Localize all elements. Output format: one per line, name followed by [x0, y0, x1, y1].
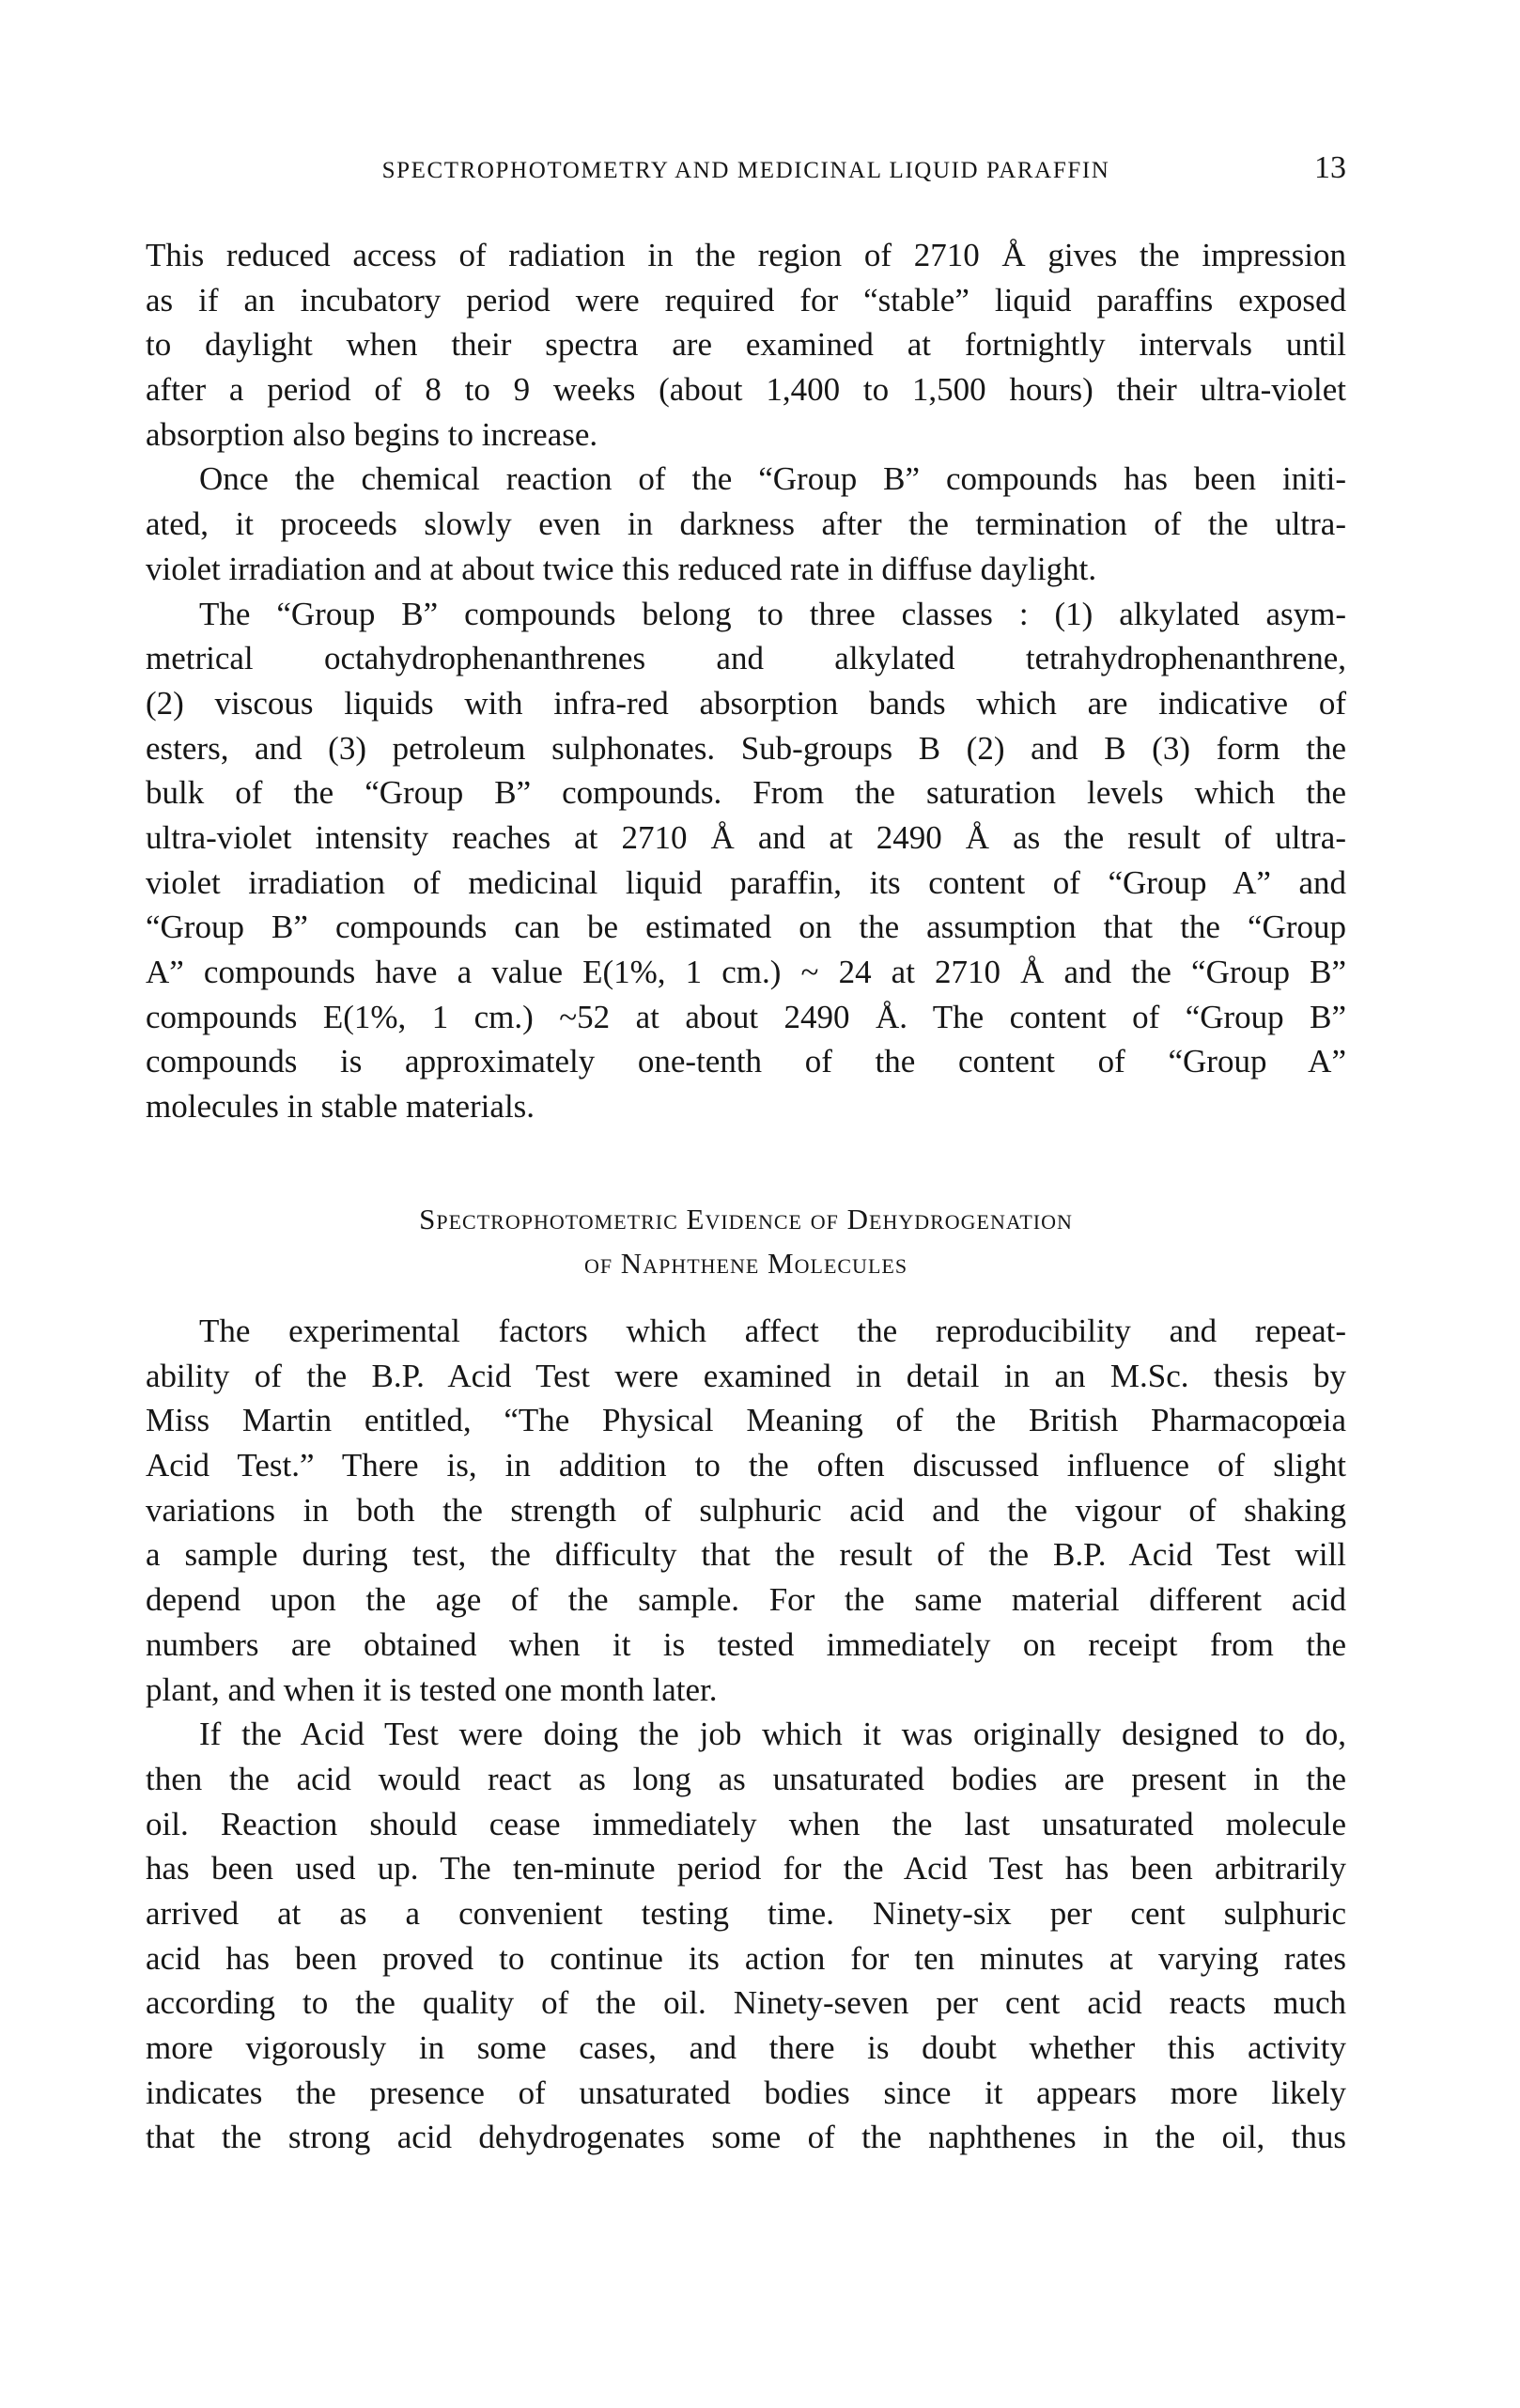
text-line: The “Group B” compounds belong to three classes : (1) alkylated asym- [199, 595, 1346, 632]
text-line: If the Acid Test were doing the job which it was originally designed to do, [199, 1716, 1346, 1753]
text-line: Once the chemical reaction of the “Group B” compounds has been initi- [199, 460, 1346, 498]
text-line: absorption also begins to increase. [146, 415, 598, 453]
paragraph [146, 233, 1346, 457]
text-line: plant, and when it is tested one month later. [146, 1670, 718, 1708]
text-line: compounds E(1%, 1 cm.) ~52 at about 2490 Å. The content of “Group B” [146, 998, 1346, 1035]
page-number: 13 [1314, 150, 1346, 185]
text-line: after a period of 8 to 9 weeks (about 1,400 to 1,500 hours) their ultra-violet [146, 371, 1346, 409]
text-line: violet irradiation of medicinal liquid paraffin, its content of “Group A” and [146, 863, 1346, 901]
paragraph [146, 592, 1346, 1129]
text-line: that the strong acid dehydrogenates some of the naphthenes in the oil, thus [146, 2119, 1346, 2156]
section-heading [146, 1197, 1346, 1285]
section-heading-line-2: of Naphthene Molecules [583, 1247, 908, 1280]
text-line: then the acid would react as long as unsaturated bodies are present in the [146, 1760, 1346, 1797]
paragraph [146, 457, 1346, 591]
text-line: arrived at as a convenient testing time. Ninety-six per cent sulphuric [146, 1894, 1346, 1932]
text-line: bulk of the “Group B” compounds. From the saturation levels which the [146, 774, 1346, 812]
paragraph [146, 1309, 1346, 1712]
text-line: ultra-violet intensity reaches at 2710 Å and at 2490 Å as the result of ultra- [146, 818, 1346, 856]
text-line: depend upon the age of the sample. For the same material different acid [146, 1581, 1346, 1619]
text-line: Miss Martin entitled, “The Physical Meaning of the British Pharmacopœia [146, 1402, 1346, 1439]
text-line: to daylight when their spectra are examined at fortnightly intervals until [146, 326, 1346, 364]
text-line: variations in both the strength of sulphuric acid and the vigour of shaking [146, 1491, 1346, 1529]
text-line: metrical octahydrophenanthrenes and alkylated tetrahydrophenanthrene, [146, 640, 1346, 677]
text-line: numbers are obtained when it is tested immediately on receipt from the [146, 1625, 1346, 1663]
text-line: more vigorously in some cases, and there is doubt whether this activity [146, 2029, 1346, 2066]
text-line: a sample during test, the difficulty that the result of the B.P. Acid Test will [146, 1536, 1346, 1574]
text-line: “Group B” compounds can be estimated on the assumption that the “Group [146, 909, 1346, 946]
text-line: The experimental factors which affect the reproducibility and repeat- [199, 1313, 1346, 1349]
text-line: violet irradiation and at about twice this reduced rate in diffuse daylight. [146, 550, 1097, 587]
section-body-1 [146, 233, 1346, 1129]
text-line: ability of the B.P. Acid Test were examined in detail in an M.Sc. thesis by [146, 1357, 1346, 1394]
running-head [146, 150, 1346, 195]
section-body-2 [146, 1309, 1346, 2160]
text-line: has been used up. The ten-minute period for the Acid Test has been arbitrarily [146, 1850, 1346, 1888]
section-heading-line-1: Spectrophotometric Evidence of Dehydrogenation [419, 1203, 1073, 1235]
paragraph [146, 1712, 1346, 2160]
text-line: according to the quality of the oil. Ninety-seven per cent acid reacts much [146, 1984, 1346, 2022]
text-line: oil. Reaction should cease immediately when the last unsaturated molecule [146, 1805, 1346, 1842]
running-head-title: SPECTROPHOTOMETRY AND MEDICINAL LIQUID PARAFFIN [381, 158, 1110, 183]
text-line: acid has been proved to continue its action for ten minutes at varying rates [146, 1939, 1346, 1977]
text-line: (2) viscous liquids with infra-red absorption bands which are indicative of [146, 684, 1346, 722]
text-line: esters, and (3) petroleum sulphonates. Sub-groups B (2) and B (3) form the [146, 729, 1346, 767]
text-line: This reduced access of radiation in the region of 2710 Å gives the impression [146, 237, 1346, 273]
text-line: compounds is approximately one-tenth of the content of “Group A” [146, 1043, 1346, 1080]
text-line: as if an incubatory period were required for “stable” liquid paraffins exposed [146, 281, 1346, 318]
text-line: molecules in stable materials. [146, 1088, 535, 1126]
text-line: A” compounds have a value E(1%, 1 cm.) ~ 24 at 2710 Å and the “Group B” [146, 954, 1346, 990]
text-line: Acid Test.” There is, in addition to the often discussed influence of slight [146, 1447, 1346, 1484]
text-line: indicates the presence of unsaturated bodies since it appears more likely [146, 2074, 1346, 2111]
text-line: ated, it proceeds slowly even in darkness after the termination of the ultra- [146, 505, 1346, 543]
